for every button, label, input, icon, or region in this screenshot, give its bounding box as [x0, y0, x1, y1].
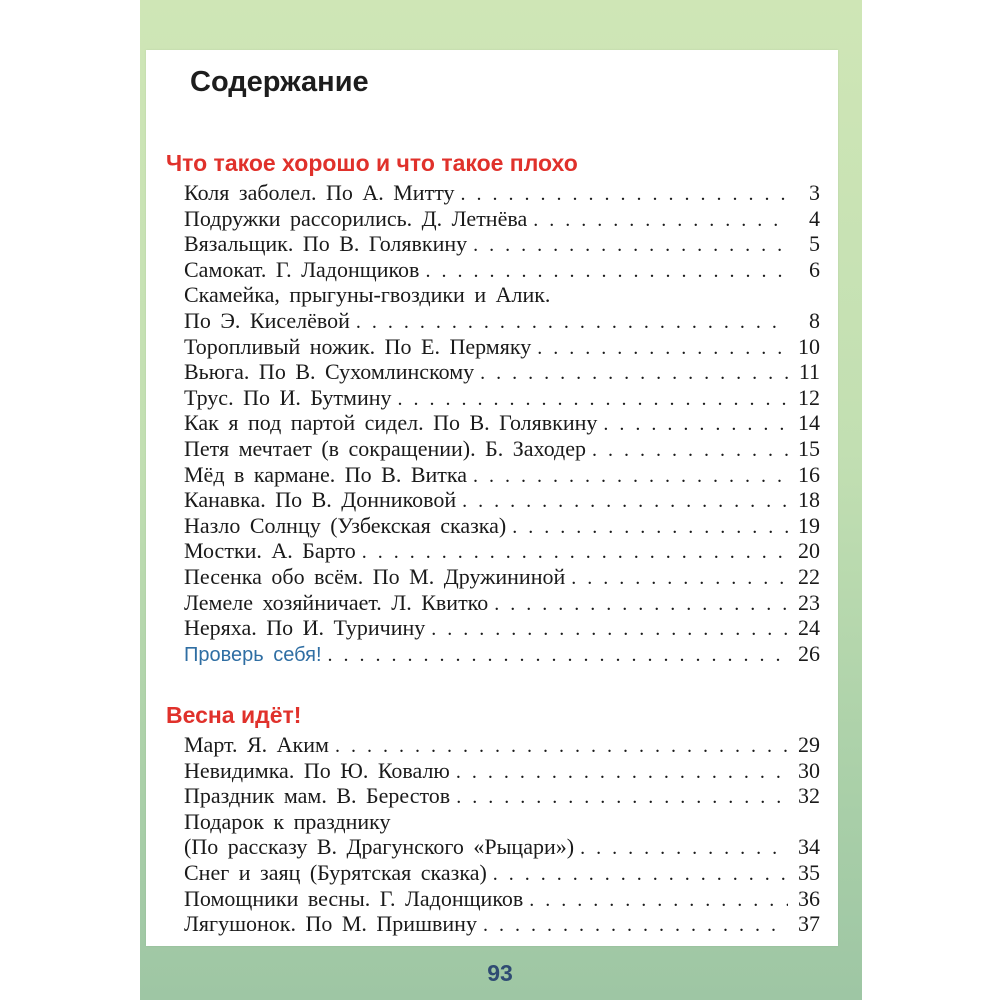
dot-leader: [456, 785, 788, 811]
toc-entry-title: По Э. Киселёвой: [184, 307, 350, 333]
toc-entry: [184, 436, 820, 462]
dot-leader: [362, 540, 788, 566]
dot-leader: [537, 336, 788, 362]
dot-leader: [328, 643, 788, 669]
toc-entry-page: 20: [798, 538, 820, 564]
toc-entry: [184, 911, 820, 937]
toc-entry-page: 14: [798, 410, 820, 436]
check-yourself-link[interactable]: [184, 641, 820, 667]
toc-entry-page: 24: [798, 615, 820, 641]
toc-entry-page: 6: [809, 256, 820, 282]
toc-entry-page: 16: [798, 461, 820, 487]
toc-entry-title: Праздник мам. В. Берестов: [184, 783, 451, 809]
dot-leader: [603, 412, 788, 438]
toc-entry-title: Проверь себя!: [184, 643, 322, 666]
toc-entry-page: 10: [798, 333, 820, 359]
toc-entry: [184, 206, 820, 232]
toc-entry-title: Трус. По И. Бутмину: [184, 384, 392, 410]
dot-leader: [425, 259, 788, 285]
dot-leader: [580, 836, 788, 862]
toc-entry-page: 15: [798, 435, 820, 461]
toc-entry-title: Помощники весны. Г. Ладонщиков: [184, 885, 524, 911]
toc-entry: [184, 257, 820, 283]
toc-entry: [184, 487, 820, 513]
toc-entry-title: Невидимка. По Ю. Ковалю: [184, 757, 450, 783]
toc-entry-title: Мостки. А. Барто: [184, 538, 356, 564]
toc-entry-page: 22: [798, 563, 820, 589]
toc-entry: [184, 385, 820, 411]
toc-list-1: [184, 180, 820, 666]
dot-leader: [431, 617, 788, 643]
toc-entry-page: 4: [809, 205, 820, 231]
toc-entry-title: Скамейка, прыгуны-гвоздики и Алик.: [184, 282, 551, 308]
toc-entry: [184, 615, 820, 641]
toc-entry: [184, 308, 820, 334]
toc-entry-page: 36: [798, 885, 820, 911]
toc-entry: [184, 886, 820, 912]
toc-entry-title: Самокат. Г. Ладонщиков: [184, 256, 420, 282]
toc-entry: [184, 590, 820, 616]
toc-entry: [184, 538, 820, 564]
toc-entry-page: 26: [798, 640, 820, 666]
toc-entry-title: Канавка. По В. Донниковой: [184, 487, 457, 513]
dot-leader: [335, 734, 788, 760]
dot-leader: [512, 515, 788, 541]
toc-entry: [184, 231, 820, 257]
toc-entry: [184, 180, 820, 206]
page-title: Содержание: [190, 66, 369, 98]
toc-entry-page: 30: [798, 757, 820, 783]
toc-entry-title: Назло Солнцу (Узбекская сказка): [184, 512, 507, 538]
toc-entry: [184, 359, 820, 385]
dot-leader: [494, 592, 788, 618]
toc-entry-title: Вязальщик. По В. Голявкину: [184, 231, 468, 257]
toc-entry-page: 35: [798, 859, 820, 885]
toc-entry-page: 3: [809, 180, 820, 205]
toc-entry-page: 11: [798, 359, 820, 385]
toc-entry-title: Лягушонок. По М. Пришвину: [184, 911, 477, 937]
toc-list-2: [184, 732, 820, 937]
toc-entry: [184, 809, 820, 835]
toc-entry-title: Как я под партой сидел. По В. Голявкину: [184, 410, 598, 436]
toc-entry: [184, 410, 820, 436]
toc-entry-title: (По рассказу В. Драгунского «Рыцари»): [184, 834, 575, 860]
toc-entry: [184, 334, 820, 360]
toc-entry-page: 29: [798, 732, 820, 757]
toc-entry-page: 19: [798, 512, 820, 538]
toc-entry-page: 23: [798, 589, 820, 615]
toc-entry-title: Вьюга. По В. Сухомлинскому: [184, 359, 475, 385]
page-number: 93: [487, 960, 513, 986]
toc-entry-page: 8: [809, 307, 820, 333]
toc-entry-title: Лемеле хозяйничает. Л. Квитко: [184, 589, 489, 615]
toc-entry-title: Неряха. По И. Туричину: [184, 615, 426, 641]
toc-entry-page: 18: [798, 487, 820, 513]
toc-entry: [184, 860, 820, 886]
toc-entry-page: 5: [809, 231, 820, 257]
dot-leader: [483, 913, 788, 939]
toc-entry-title: Торопливый ножик. По Е. Пермяку: [184, 333, 532, 359]
toc-entry-page: 37: [798, 911, 820, 937]
toc-entry: [184, 513, 820, 539]
toc-entry-title: Мёд в кармане. По В. Витка: [184, 461, 468, 487]
section-title-2: Весна идёт!: [166, 702, 302, 728]
dot-leader: [571, 566, 788, 592]
dot-leader: [473, 233, 788, 259]
dot-leader: [473, 464, 788, 490]
section-title-1: Что такое хорошо и что такое плохо: [166, 150, 578, 176]
toc-entry: [184, 758, 820, 784]
dot-leader: [480, 361, 788, 387]
toc-entry: [184, 783, 820, 809]
dot-leader: [456, 760, 788, 786]
dot-leader: [592, 438, 788, 464]
dot-leader: [529, 888, 788, 914]
toc-entry-title: Снег и заяц (Бурятская сказка): [184, 859, 487, 885]
toc-entry: [184, 462, 820, 488]
toc-entry-title: Петя мечтает (в сокращении). Б. Заходер: [184, 435, 587, 461]
toc-entry: [184, 834, 820, 860]
dot-leader: [398, 387, 788, 413]
toc-entry-title: Март. Я. Аким: [184, 732, 329, 757]
toc-entry-title: Песенка обо всём. По М. Дружининой: [184, 563, 566, 589]
dot-leader: [356, 310, 788, 336]
dot-leader: [533, 208, 788, 234]
dot-leader: [462, 489, 788, 515]
dot-leader: [493, 862, 788, 888]
toc-entry-title: Подружки рассорились. Д. Летнёва: [184, 205, 528, 231]
toc-entry-title: Коля заболел. По А. Митту: [184, 180, 455, 205]
toc-entry-page: 32: [798, 783, 820, 809]
toc-entry-page: 34: [798, 834, 820, 860]
toc-entry-page: 12: [798, 384, 820, 410]
toc-entry: [184, 564, 820, 590]
toc-entry: [184, 282, 820, 308]
toc-entry-title: Подарок к празднику: [184, 808, 391, 834]
dot-leader: [461, 182, 788, 208]
toc-entry: [184, 732, 820, 758]
